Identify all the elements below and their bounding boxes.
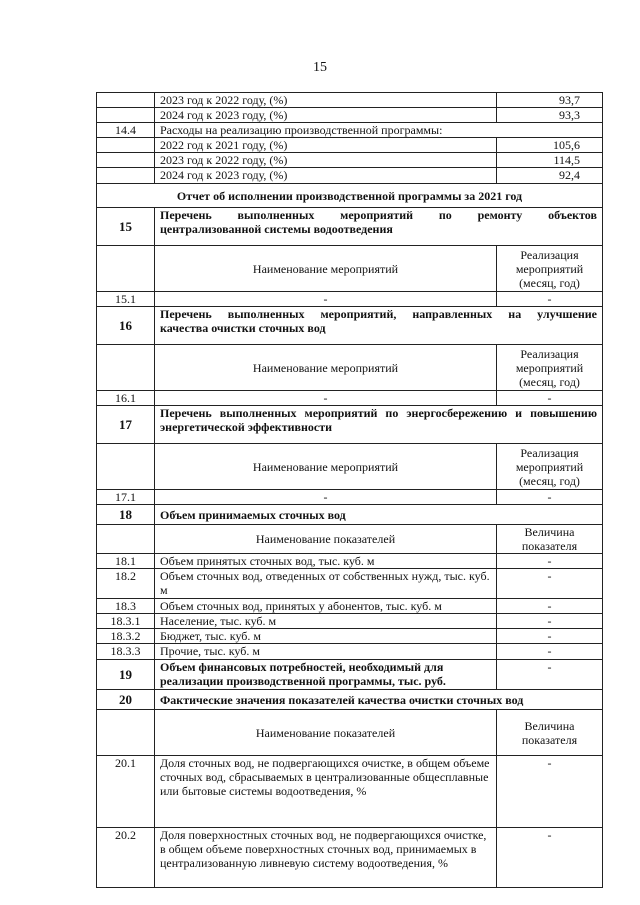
section-heading-line: Перечень выполненных мероприятий, направленных на улучшение: [160, 307, 597, 321]
column-header: Величина показателя: [497, 710, 603, 756]
row-label: -: [155, 391, 497, 406]
row-value: -: [497, 554, 603, 569]
column-header: Реализация мероприятий (месяц, год): [497, 246, 603, 292]
row-number: 18.3.2: [97, 629, 155, 644]
row-number: [97, 93, 155, 108]
row-label: -: [155, 292, 497, 307]
row-label: 2022 год к 2021 году, (%): [155, 138, 497, 153]
row-value: 92,4: [497, 168, 603, 184]
table-row: [97, 108, 603, 123]
table-row: [97, 490, 603, 505]
table-row: [97, 629, 603, 644]
row-value: -: [497, 629, 603, 644]
section-heading: Объем принимаемых сточных вод: [155, 505, 603, 525]
section-heading: Фактические значения показателей качества очистки сточных вод: [155, 690, 603, 710]
table-row: [97, 756, 603, 828]
section-heading: [155, 208, 603, 246]
row-value: -: [497, 490, 603, 505]
empty-cell: [97, 246, 155, 292]
table-row: [97, 246, 603, 292]
row-number: [97, 108, 155, 123]
section-heading: [155, 406, 603, 444]
empty-cell: [97, 710, 155, 756]
empty-cell: [97, 345, 155, 391]
row-number: 20.1: [97, 756, 155, 828]
section-heading-line: качества очистки сточных вод: [160, 321, 326, 335]
row-number: 18.3.1: [97, 614, 155, 629]
row-number: 16.1: [97, 391, 155, 406]
row-label: 2024 год к 2023 году, (%): [155, 168, 497, 184]
table-row: [97, 644, 603, 660]
table-row: [97, 660, 603, 690]
table-row: [97, 345, 603, 391]
section-number: 18: [97, 505, 155, 525]
table-row: [97, 505, 603, 525]
row-label: Прочие, тыс. куб. м: [155, 644, 497, 660]
column-header: Наименование показателей: [155, 525, 497, 554]
section-title: Отчет об исполнении производственной программы за 2021 год: [97, 184, 603, 208]
row-value: 93,3: [497, 108, 603, 123]
row-number: 15.1: [97, 292, 155, 307]
section-number: 16: [97, 307, 155, 345]
row-number: [97, 153, 155, 168]
row-value: -: [497, 391, 603, 406]
row-number: [97, 138, 155, 153]
table-row: [97, 554, 603, 569]
row-value: -: [497, 614, 603, 629]
section-heading: [155, 307, 603, 345]
row-number: 18.1: [97, 554, 155, 569]
section-heading-line: энергетической эффективности: [160, 420, 333, 434]
row-value: -: [497, 828, 603, 888]
table-row: [97, 123, 603, 138]
section-heading-line: Перечень выполненных мероприятий по энергосбережению и повышению: [160, 406, 597, 420]
section-number: 20: [97, 690, 155, 710]
row-value: -: [497, 569, 603, 599]
row-label: Расходы на реализацию производственной программы:: [155, 123, 603, 138]
empty-cell: [97, 525, 155, 554]
section-heading-line: Перечень выполненных мероприятий по ремонту объектов: [160, 208, 597, 222]
table-row: [97, 208, 603, 246]
table-row: [97, 406, 603, 444]
table-row: [97, 710, 603, 756]
column-header: Наименование мероприятий: [155, 444, 497, 490]
row-label: -: [155, 490, 497, 505]
row-value: -: [497, 599, 603, 614]
row-number: 17.1: [97, 490, 155, 505]
table-row: [97, 525, 603, 554]
table-row: [97, 391, 603, 406]
row-number: 14.4: [97, 123, 155, 138]
row-value: 105,6: [497, 138, 603, 153]
column-header: Наименование показателей: [155, 710, 497, 756]
row-label: 2024 год к 2023 году, (%): [155, 108, 497, 123]
row-label: Объем финансовых потребностей, необходимый для реализации производственной программы, тыс. руб.: [155, 660, 497, 690]
row-value: -: [497, 756, 603, 828]
empty-cell: [97, 444, 155, 490]
table-row: [97, 599, 603, 614]
row-value: -: [497, 660, 603, 690]
table-row: [97, 569, 603, 599]
row-label: Население, тыс. куб. м: [155, 614, 497, 629]
table-row: [97, 307, 603, 345]
row-label: Объем принятых сточных вод, тыс. куб. м: [155, 554, 497, 569]
row-value: 93,7: [497, 93, 603, 108]
row-number: 20.2: [97, 828, 155, 888]
table-row: [97, 138, 603, 153]
table-row: [97, 292, 603, 307]
table-row: [97, 168, 603, 184]
row-label: Объем сточных вод, принятых у абонентов, тыс. куб. м: [155, 599, 497, 614]
page-number: 15: [313, 60, 327, 75]
column-header: Реализация мероприятий (месяц, год): [497, 444, 603, 490]
row-label: 2023 год к 2022 году, (%): [155, 93, 497, 108]
column-header: Наименование мероприятий: [155, 246, 497, 292]
section-number: 17: [97, 406, 155, 444]
row-label: 2023 год к 2022 году, (%): [155, 153, 497, 168]
column-header: Реализация мероприятий (месяц, год): [497, 345, 603, 391]
table-row: [97, 444, 603, 490]
table-row: [97, 153, 603, 168]
section-number: 15: [97, 208, 155, 246]
row-number: 18.2: [97, 569, 155, 599]
table-row: [97, 184, 603, 208]
section-heading-line: централизованной системы водоотведения: [160, 222, 393, 236]
report-table: [96, 92, 603, 888]
row-label: Доля поверхностных сточных вод, не подвергающихся очистке, в общем объеме поверхностных сточных вод, принимаемых в централизованную ливневую систему водоотведения, %: [155, 828, 497, 888]
table-row: [97, 93, 603, 108]
row-label: Доля сточных вод, не подвергающихся очистке, в общем объеме сточных вод, сбрасываемых в централизованные общесплавные или бытовые системы водоотведения, %: [155, 756, 497, 828]
row-number: 19: [97, 660, 155, 690]
row-number: 18.3: [97, 599, 155, 614]
column-header: Величина показателя: [497, 525, 603, 554]
row-number: 18.3.3: [97, 644, 155, 660]
row-label: Бюджет, тыс. куб. м: [155, 629, 497, 644]
row-value: -: [497, 644, 603, 660]
table-row: [97, 614, 603, 629]
row-number: [97, 168, 155, 184]
table-row: [97, 690, 603, 710]
row-label: Объем сточных вод, отведенных от собственных нужд, тыс. куб. м: [155, 569, 497, 599]
column-header: Наименование мероприятий: [155, 345, 497, 391]
table-row: [97, 828, 603, 888]
row-value: -: [497, 292, 603, 307]
row-value: 114,5: [497, 153, 603, 168]
